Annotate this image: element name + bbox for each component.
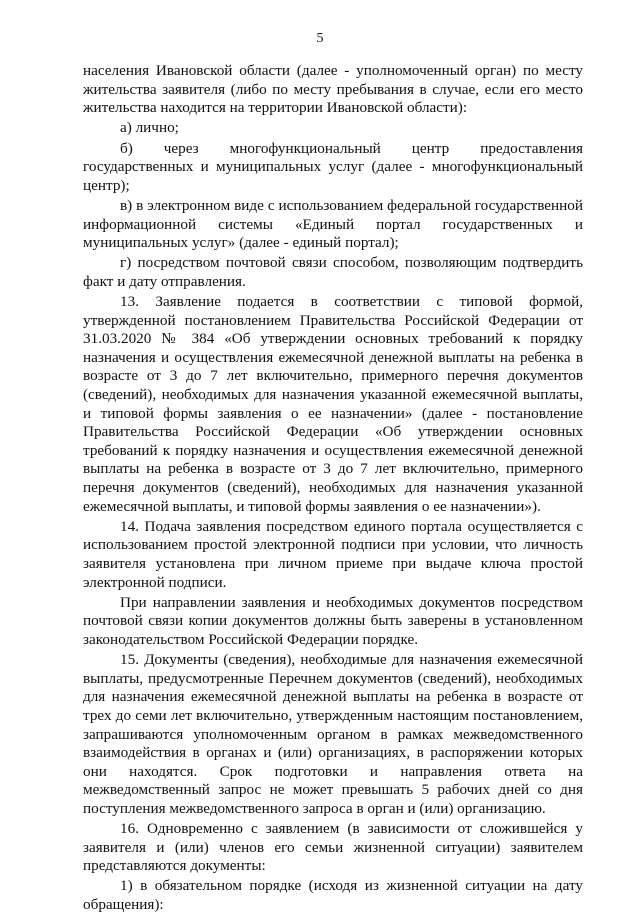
document-body: [83, 62, 583, 916]
paragraph-item-g: г) посредством почтовой связи способом, позволяющим подтвердить факт и дату отправления.: [83, 254, 583, 290]
paragraph-item-a: а) лично;: [120, 119, 179, 137]
paragraph-item-b: б) через многофункциональный центр предоставления государственных и муниципальных услуг (далее - многофункциональный центр);: [83, 139, 583, 194]
paragraph-postal: При направлении заявления и необходимых документов посредством почтовой связи копии документов должны быть заверены в установленном законодательством Российской Федерации порядке.: [83, 593, 583, 648]
page-number: 5: [316, 31, 324, 46]
paragraph-continuation: населения Ивановской области (далее - уполномоченный орган) по месту жительства заявителя (либо по месту пребывания в случае, если его место жительства находится на территории Ивановской области):: [83, 62, 583, 117]
paragraph-14: 14. Подача заявления посредством единого портала осуществляется с использованием простой электронной подписи при условии, что личность заявителя установлена при личном приеме при выдаче ключа простой электронной подписи.: [83, 517, 583, 591]
paragraph-item-v: в) в электронном виде с использованием федеральной государственной информационной системы «Единый портал государственных и муниципальных услуг» (далее - единый портал);: [83, 196, 583, 252]
paragraph-15: 15. Документы (сведения), необходимые для назначения ежемесячной выплаты, предусмотренные Перечнем документов (сведений), необходимых для назначения ежемесячной денежной выплаты на ребенка в возрасте от трех до семи лет включительно, утвержденным настоящим постановлением, запрашиваются уполномоченным органом в рамках межведомственного взаимодействия в органах и (или) организациях, в распоряжении которых они находятся. Срок подготовки и направления ответа на межведомственный запрос не может превышать 5 рабочих дней со дня поступления межведомственного запроса в орган и (или) организацию.: [83, 651, 583, 817]
paragraph-16: 16. Одновременно с заявлением (в зависимости от сложившейся у заявителя и (или) членов его семьи жизненной ситуации) заявителем представляются документы:: [83, 820, 583, 875]
paragraph-13: 13. Заявление подается в соответствии с типовой формой, утвержденной постановлением Правительства Российской Федерации от 31.03.2020 № 384 «Об утверждении основных требований к порядку назначения и осуществления ежемесячной денежной выплаты на ребенка в возрасте от 3 до 7 лет включительно, примерного перечня документов (сведений), необходимых для назначения указанной ежемесячной выплаты, и типовой формы заявления о ее назначении» (далее - постановление Правительства Российской Федерации «Об утверждении основных требований к порядку назначения и осуществления ежемесячной денежной выплаты на ребенка в возрасте от 3 до 7 лет включительно, примерного перечня документов (сведений), необходимых для назначения указанной ежемесячной выплаты, и типовой формы заявления о ее назначении»).: [83, 293, 583, 515]
paragraph-16-item-1: 1) в обязательном порядке (исходя из жизненной ситуации на дату обращения):: [83, 877, 583, 914]
